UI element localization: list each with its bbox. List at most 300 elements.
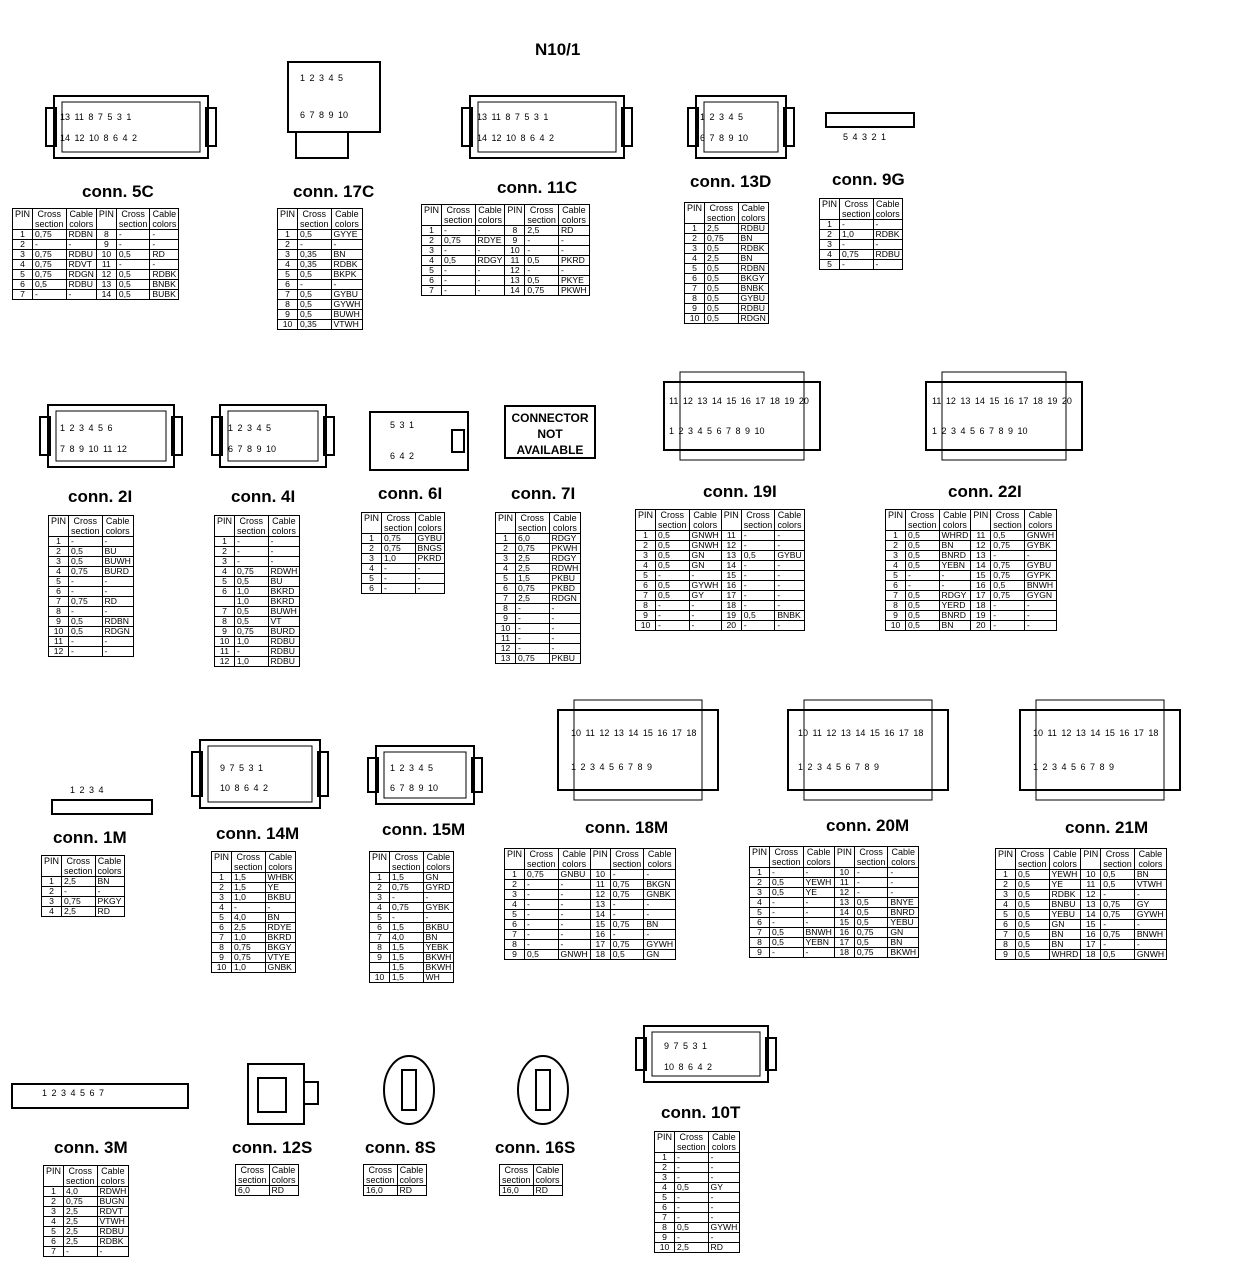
table-cell: 2,5 — [516, 594, 550, 604]
table-cell: - — [558, 266, 589, 276]
table-cell: 4 — [496, 564, 516, 574]
table-cell: - — [525, 236, 559, 246]
table-cell: YEBK — [423, 943, 454, 953]
table-cell: 1,0 — [235, 587, 269, 597]
table-cell: 3 — [215, 557, 235, 567]
table-row — [685, 254, 769, 264]
table-cell: - — [775, 561, 804, 571]
table-cell: 5 — [496, 574, 516, 584]
connector-21m-drawing — [1020, 710, 1180, 790]
table-row — [496, 574, 581, 584]
table-cell: 14 — [1081, 910, 1101, 920]
table-row — [655, 1243, 740, 1253]
table-cell: 8 — [505, 940, 525, 950]
table-cell: 0,75 — [33, 250, 67, 260]
table-cell: 4 — [655, 1183, 675, 1193]
table-cell: 6 — [422, 276, 442, 286]
table-cell: 3 — [820, 240, 840, 250]
table-cell: - — [298, 240, 332, 250]
connector-14m-drawing — [200, 740, 320, 808]
table-row — [505, 950, 676, 960]
table-cell: - — [775, 601, 804, 611]
header-colors: Cable colors — [423, 852, 454, 873]
table-cell: BN — [939, 541, 971, 551]
table-cell: 1,5 — [390, 973, 424, 983]
table-row — [422, 276, 590, 286]
table-cell: 7 — [505, 930, 525, 940]
table-cell: - — [423, 913, 454, 923]
table-cell: 14 — [96, 290, 116, 300]
table-cell: RDGN — [66, 270, 96, 280]
header-cross: Cross section — [525, 849, 559, 870]
table-cell: - — [558, 890, 590, 900]
table-cell: - — [644, 930, 676, 940]
table-row — [49, 587, 134, 597]
table-cell: 0,75 — [232, 943, 266, 953]
table-cell: 8 — [505, 226, 525, 236]
table-cell: 0,5 — [1101, 950, 1135, 960]
pin-numbers-top: 10 11 12 13 14 15 16 17 18 — [571, 728, 697, 738]
connector-title: conn. 1M — [53, 828, 127, 847]
table-cell: RDBK — [873, 230, 902, 240]
table-cell: 10 — [212, 963, 232, 973]
table-cell: 1 — [655, 1153, 675, 1163]
table-cell: 20 — [971, 621, 991, 631]
pin-table-5c — [12, 208, 179, 300]
table-cell: 3 — [496, 554, 516, 564]
connector-2i-drawing — [48, 405, 174, 467]
table-cell: 2 — [13, 240, 33, 250]
table-cell: 0,75 — [235, 627, 269, 637]
connector-15m-drawing — [376, 746, 474, 804]
connector-12s-drawing-tab — [304, 1082, 318, 1104]
header-colors: Cable colors — [265, 852, 296, 873]
pin-table-9g — [819, 198, 903, 270]
header-cross: Cross section — [298, 209, 332, 230]
table-cell: RDBU — [738, 224, 768, 234]
table-cell: - — [906, 581, 940, 591]
table-cell: 4,0 — [232, 913, 266, 923]
table-cell: BU — [268, 577, 300, 587]
table-cell: - — [116, 240, 150, 250]
table-cell: 1,0 — [235, 637, 269, 647]
table-cell: 5 — [655, 1193, 675, 1203]
table-cell: 13 — [590, 900, 610, 910]
table-cell: - — [442, 266, 476, 276]
table-cell: GYYE — [331, 230, 363, 240]
pin-table-14m — [211, 851, 296, 973]
table-cell: - — [888, 868, 919, 878]
header-colors: Cable colors — [939, 510, 971, 531]
table-cell: GYRD — [423, 883, 454, 893]
table-cell: 0,75 — [525, 286, 559, 296]
table-cell: - — [516, 634, 550, 644]
pin-numbers-bottom: 1 2 3 4 5 6 7 8 9 — [798, 762, 880, 772]
table-cell: 18 — [1081, 950, 1101, 960]
table-cell: 0,5 — [705, 274, 739, 284]
table-cell: BUWH — [331, 310, 363, 320]
table-cell: 11 — [505, 256, 525, 266]
table-row — [212, 953, 296, 963]
table-cell: 3 — [422, 246, 442, 256]
table-row — [505, 940, 676, 950]
table-cell: 3 — [49, 557, 69, 567]
table-cell: BUWH — [102, 557, 133, 567]
table-cell: 11 — [1081, 880, 1101, 890]
table-cell: PKBU — [549, 654, 581, 664]
table-cell: GYWH — [1134, 910, 1166, 920]
table-cell: 0,75 — [62, 897, 96, 907]
table-header-row — [505, 849, 676, 870]
table-cell: 2 — [215, 547, 235, 557]
table-cell: 7 — [370, 933, 390, 943]
table-row — [215, 627, 300, 637]
table-cell: 11 — [834, 878, 854, 888]
connector-title: conn. 11C — [497, 178, 578, 197]
table-cell: - — [775, 621, 804, 631]
table-cell: BNRD — [939, 551, 971, 561]
table-row — [655, 1203, 740, 1213]
table-cell: - — [150, 240, 179, 250]
table-cell: 0,5 — [770, 928, 804, 938]
table-row — [49, 627, 134, 637]
table-row — [49, 557, 134, 567]
table-cell: 2 — [996, 880, 1016, 890]
table-cell: - — [770, 918, 804, 928]
table-cell: 0,5 — [525, 950, 559, 960]
connector-16s-drawing-slot — [536, 1070, 550, 1110]
table-cell: BN — [888, 938, 919, 948]
table-cell: 0,5 — [705, 294, 739, 304]
header-colors: Cable colors — [475, 205, 505, 226]
table-header-row — [655, 1132, 740, 1153]
table-row — [13, 240, 179, 250]
table-cell: VTWH — [1134, 880, 1166, 890]
table-cell: 4 — [42, 907, 62, 917]
table-cell: BN — [939, 621, 971, 631]
table-row — [49, 617, 134, 627]
table-cell: BN — [95, 877, 124, 887]
connector-20m-drawing-shroud — [804, 700, 932, 800]
table-cell: 9 — [505, 236, 525, 246]
table-cell: 8 — [655, 1223, 675, 1233]
table-cell: - — [415, 564, 444, 574]
header-cross: Cross section — [516, 513, 550, 534]
header-colors: Cable colors — [775, 510, 804, 531]
table-cell: 6 — [636, 581, 656, 591]
table-cell: 9 — [655, 1233, 675, 1243]
table-cell: VTWH — [331, 320, 363, 330]
connector-title: conn. 4I — [231, 487, 296, 506]
table-row — [49, 607, 134, 617]
table-row — [505, 870, 676, 880]
table-cell: 2 — [750, 878, 770, 888]
table-cell: 6 — [655, 1203, 675, 1213]
header-colors: Cable colors — [549, 513, 581, 534]
table-cell: - — [442, 276, 476, 286]
table-cell: - — [516, 644, 550, 654]
table-row — [886, 581, 1057, 591]
connector-18m-drawing-shroud — [574, 700, 702, 800]
header-cross: Cross section — [235, 516, 269, 537]
table-cell: - — [939, 571, 971, 581]
table-cell: GN — [423, 873, 454, 883]
table-cell: GNWH — [558, 950, 590, 960]
connector-title: conn. 9G — [832, 170, 905, 189]
table-row — [362, 564, 445, 574]
table-row — [750, 868, 919, 878]
table-cell: 8 — [636, 601, 656, 611]
table-row — [685, 284, 769, 294]
header-pin: PIN — [1081, 849, 1101, 870]
table-row — [278, 260, 363, 270]
table-cell: BKRD — [265, 933, 296, 943]
table-cell: 7 — [886, 591, 906, 601]
table-cell: - — [708, 1193, 740, 1203]
table-cell: 4 — [49, 567, 69, 577]
header-colors: Cable colors — [708, 1132, 740, 1153]
table-cell: BN — [423, 933, 454, 943]
table-cell: 0,75 — [610, 880, 644, 890]
table-cell: - — [558, 236, 589, 246]
table-row — [236, 1186, 299, 1196]
table-cell: - — [1101, 890, 1135, 900]
table-cell: 16 — [721, 581, 741, 591]
header-colors: Cable colors — [150, 209, 179, 230]
table-cell: RDBU — [66, 250, 96, 260]
table-row — [655, 1163, 740, 1173]
table-cell: 5 — [820, 260, 840, 270]
table-cell: GN — [689, 551, 721, 561]
table-cell: 3 — [362, 554, 382, 564]
table-cell: 9 — [685, 304, 705, 314]
table-cell: 2 — [422, 236, 442, 246]
connector-8s-drawing — [384, 1056, 434, 1124]
table-cell: 1,0 — [840, 230, 874, 240]
pin-numbers-bottom: 1 2 3 4 5 6 7 8 9 10 — [669, 426, 765, 436]
table-cell: RDBK — [738, 244, 768, 254]
table-cell: WHRD — [939, 531, 971, 541]
table-cell: 0,5 — [610, 950, 644, 960]
connector-5c-drawing-inner — [62, 102, 200, 152]
pin-table-4i — [214, 515, 300, 667]
table-cell: 8 — [750, 938, 770, 948]
table-cell: 6 — [750, 918, 770, 928]
table-cell: 0,5 — [1016, 900, 1050, 910]
table-cell: 0,75 — [525, 870, 559, 880]
table-row — [44, 1197, 129, 1207]
table-row — [212, 923, 296, 933]
table-row — [278, 280, 363, 290]
table-cell: - — [558, 880, 590, 890]
table-cell: 6 — [278, 280, 298, 290]
table-cell: RDBN — [66, 230, 96, 240]
table-cell: - — [390, 913, 424, 923]
table-cell: 0,5 — [525, 276, 559, 286]
table-cell: - — [991, 611, 1025, 621]
table-cell: - — [854, 868, 888, 878]
table-cell: - — [69, 537, 103, 547]
table-cell: 18 — [834, 948, 854, 958]
table-cell: GYBU — [415, 534, 444, 544]
table-cell: PKBU — [549, 574, 581, 584]
table-cell: 0,5 — [69, 617, 103, 627]
table-cell: - — [382, 574, 416, 584]
table-cell: 14 — [971, 561, 991, 571]
table-cell: GYBU — [331, 290, 363, 300]
table-row — [212, 933, 296, 943]
table-cell: 0,35 — [298, 260, 332, 270]
table-cell: 12 — [1081, 890, 1101, 900]
table-cell: 0,5 — [906, 601, 940, 611]
table-cell: 1 — [820, 220, 840, 230]
table-cell: - — [235, 537, 269, 547]
table-cell: 7 — [215, 607, 235, 617]
table-cell: GYWH — [708, 1223, 740, 1233]
table-cell: 6 — [886, 581, 906, 591]
table-cell: - — [803, 868, 834, 878]
table-cell: - — [770, 948, 804, 958]
table-cell: 7 — [636, 591, 656, 601]
table-row — [996, 950, 1167, 960]
table-cell: - — [102, 587, 133, 597]
table-cell: 4,0 — [64, 1187, 98, 1197]
table-cell: 0,5 — [906, 611, 940, 621]
table-cell: - — [689, 571, 721, 581]
table-cell: 7 — [685, 284, 705, 294]
page-title: N10/1 — [535, 40, 581, 59]
table-row — [278, 250, 363, 260]
table-cell: BURD — [102, 567, 133, 577]
table-cell: 4 — [685, 254, 705, 264]
table-row — [278, 240, 363, 250]
table-row — [215, 567, 300, 577]
table-cell: 12 — [590, 890, 610, 900]
table-cell: 11 — [496, 634, 516, 644]
na-line-3: AVAILABLE — [516, 443, 584, 457]
table-cell: GY — [1134, 900, 1166, 910]
table-row — [44, 1227, 129, 1237]
table-row — [370, 963, 454, 973]
table-cell: 2,5 — [64, 1217, 98, 1227]
table-cell: 0,5 — [442, 256, 476, 266]
header-colors: Cable colors — [95, 856, 124, 877]
table-row — [49, 567, 134, 577]
header-pin: PIN — [971, 510, 991, 531]
connector-1m-drawing — [52, 800, 152, 814]
table-cell: 1 — [49, 537, 69, 547]
table-cell: - — [331, 240, 363, 250]
pin-numbers-top: 13 11 8 7 5 3 1 — [477, 112, 549, 122]
table-cell: 1 — [496, 534, 516, 544]
table-row — [364, 1186, 427, 1196]
table-cell: RDGY — [549, 534, 581, 544]
table-row — [49, 547, 134, 557]
table-cell: 0,75 — [705, 234, 739, 244]
connector-not-available-box — [504, 405, 596, 459]
table-cell: PKWH — [558, 286, 589, 296]
table-cell: - — [558, 910, 590, 920]
table-cell: 4 — [505, 900, 525, 910]
pin-numbers-top: 11 12 13 14 15 16 17 18 19 20 — [669, 396, 809, 406]
table-cell: 0,5 — [854, 918, 888, 928]
table-cell: 0,75 — [991, 541, 1025, 551]
table-cell: RDBK — [97, 1237, 129, 1247]
table-cell: 3 — [370, 893, 390, 903]
table-row — [496, 624, 581, 634]
table-cell: 2 — [212, 883, 232, 893]
table-cell: BN — [331, 250, 363, 260]
table-cell: 4,0 — [390, 933, 424, 943]
table-cell: 5 — [13, 270, 33, 280]
table-cell: 6 — [13, 280, 33, 290]
table-header-row — [820, 199, 903, 220]
table-cell: YEBN — [803, 938, 834, 948]
table-cell: RD — [150, 250, 179, 260]
table-cell: - — [95, 887, 124, 897]
table-cell: 16,0 — [500, 1186, 534, 1196]
table-row — [750, 878, 919, 888]
table-cell: 15 — [834, 918, 854, 928]
table-cell: 0,75 — [382, 544, 416, 554]
table-cell: - — [906, 571, 940, 581]
table-cell: - — [741, 621, 775, 631]
header-colors: Cable colors — [689, 510, 721, 531]
table-cell: 14 — [834, 908, 854, 918]
table-cell: 1,0 — [382, 554, 416, 564]
table-cell: BN — [738, 254, 768, 264]
pin-numbers-top: 11 12 13 14 15 16 17 18 19 20 — [932, 396, 1072, 406]
table-cell: BN — [738, 234, 768, 244]
table-cell: YE — [1049, 880, 1081, 890]
table-row — [996, 870, 1167, 880]
table-cell: BN — [644, 920, 676, 930]
header-cross: Cross section — [525, 205, 559, 226]
table-cell: - — [675, 1213, 709, 1223]
pin-table-2i — [48, 515, 134, 657]
table-cell: 17 — [971, 591, 991, 601]
connector-11c-drawing-inner — [478, 102, 616, 152]
table-header-row — [996, 849, 1167, 870]
table-cell: YEWH — [803, 878, 834, 888]
table-cell: 0,35 — [298, 250, 332, 260]
table-cell: GYBU — [1024, 561, 1056, 571]
table-cell: 0,75 — [991, 591, 1025, 601]
table-cell: 0,5 — [1016, 910, 1050, 920]
table-cell: 20 — [721, 621, 741, 631]
table-row — [362, 544, 445, 554]
table-cell: - — [840, 220, 874, 230]
table-cell: 0,75 — [390, 903, 424, 913]
table-cell: VTYE — [265, 953, 296, 963]
table-cell: 0,5 — [770, 938, 804, 948]
table-cell: 0,75 — [1101, 930, 1135, 940]
table-cell: - — [475, 276, 505, 286]
table-cell: BNWH — [803, 928, 834, 938]
table-cell: 1,5 — [390, 963, 424, 973]
table-cell: PKWH — [549, 544, 581, 554]
table-row — [750, 888, 919, 898]
table-cell: 0,5 — [1016, 930, 1050, 940]
table-cell: 4 — [820, 250, 840, 260]
table-cell: RDWH — [97, 1187, 129, 1197]
table-cell: - — [525, 880, 559, 890]
connector-title: conn. 5C — [82, 182, 154, 201]
pin-numbers-bottom: 1 2 3 4 5 6 7 8 9 — [571, 762, 653, 772]
table-cell: - — [770, 908, 804, 918]
table-cell: VT — [268, 617, 300, 627]
table-cell: - — [549, 604, 581, 614]
